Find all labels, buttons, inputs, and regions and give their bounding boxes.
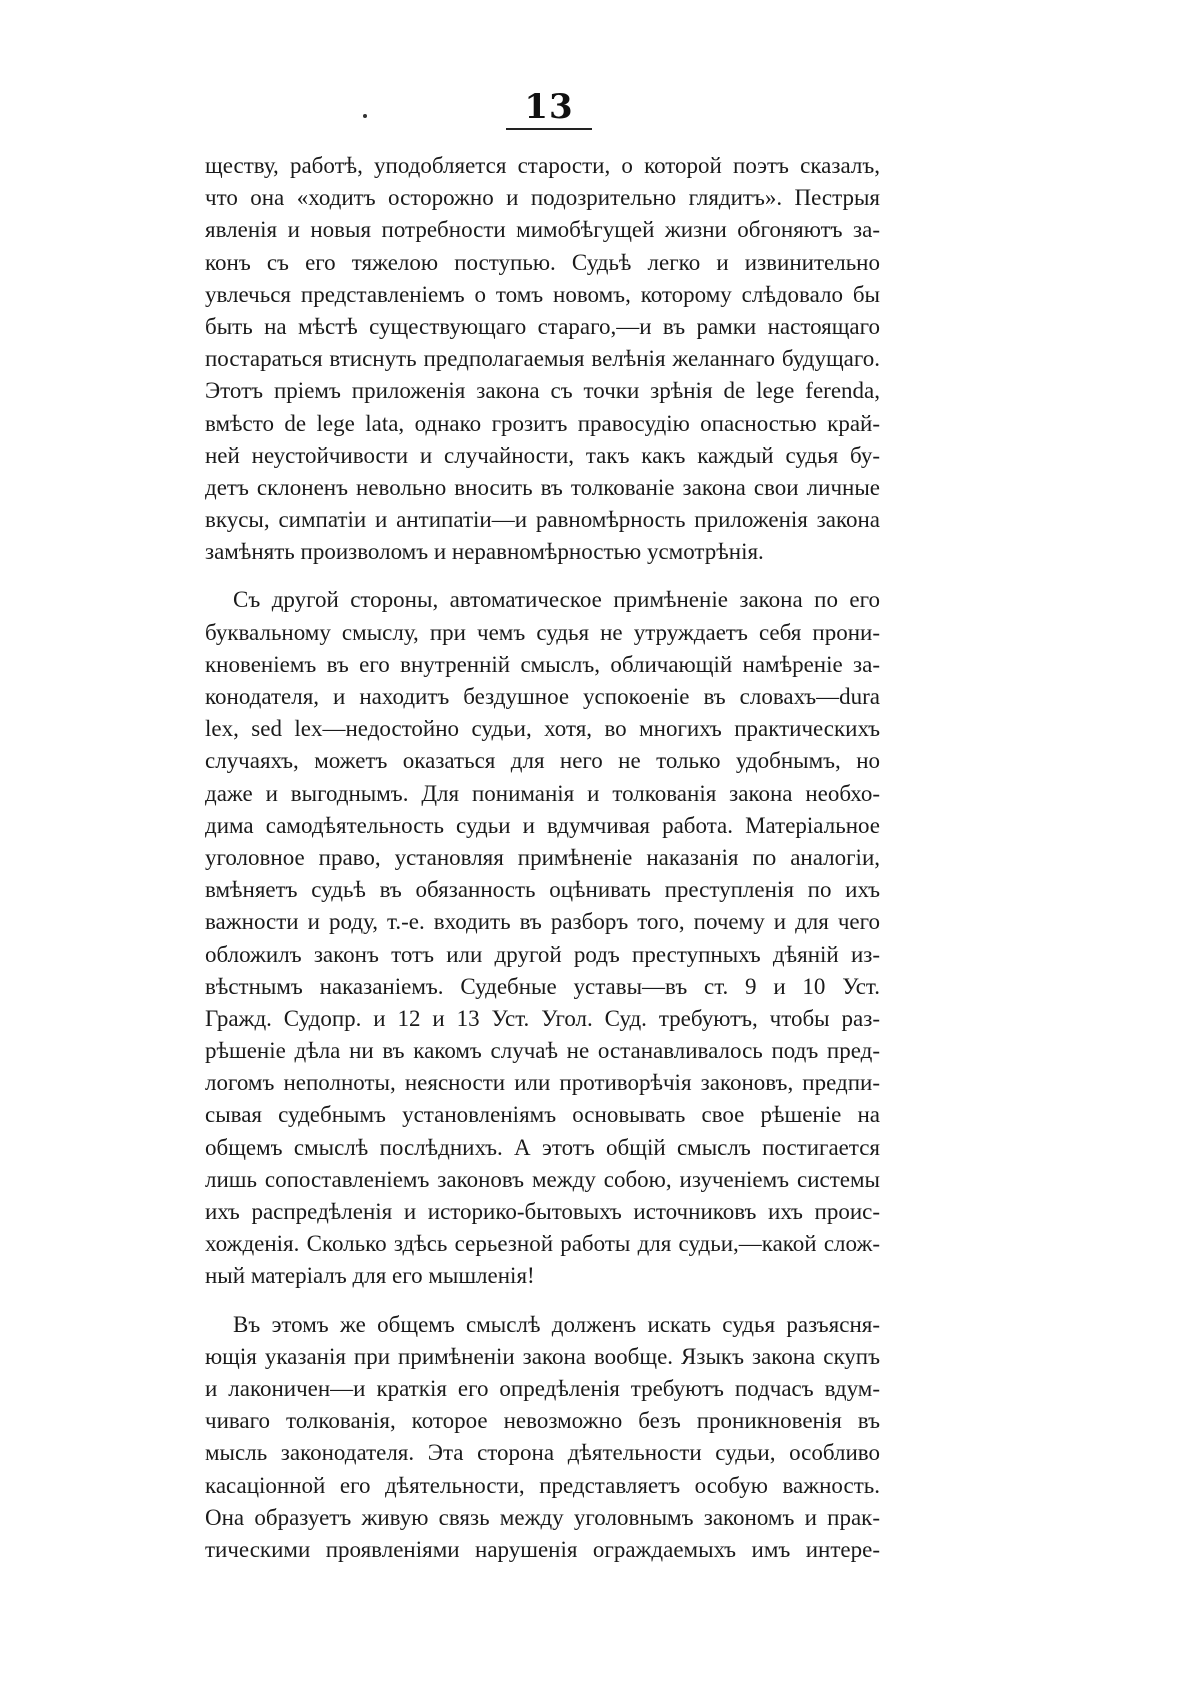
text-line: логомъ неполноты, неясности или противорѣчія законовъ, предпи- bbox=[205, 1070, 880, 1096]
text-line: чиваго толкованія, которое невозможно безъ проникновенія въ bbox=[205, 1408, 880, 1434]
text-line: lex, sed lex—недостойно судьи, хотя, во многихъ практическихъ bbox=[205, 716, 880, 742]
text-line: вкусы, симпатіи и антипатіи—и равномѣрность приложенія закона bbox=[205, 507, 880, 533]
text-line: Въ этомъ же общемъ смыслѣ долженъ искать судья разъясня- bbox=[233, 1311, 880, 1337]
text-line: уголовное право, установляя примѣненіе наказанія по аналогіи, bbox=[205, 844, 880, 870]
text-line: увлечься представленіемъ о томъ новомъ, которому слѣдовало бы bbox=[205, 281, 880, 307]
text-line: что она «ходитъ осторожно и подозрительно глядитъ». Пестрыя bbox=[205, 185, 880, 211]
text-line: обложилъ законъ тотъ или другой родъ преступныхъ дѣяній из- bbox=[205, 941, 880, 967]
paragraph-3 bbox=[205, 1309, 880, 1567]
text-line: мысль законодателя. Эта сторона дѣятельности судьи, особливо bbox=[205, 1440, 880, 1466]
text-line: конодателя, и находитъ бездушное успокоеніе въ словахъ—dura bbox=[205, 684, 880, 709]
paragraph-2 bbox=[205, 584, 880, 1292]
text-line: даже и выгоднымъ. Для пониманія и толкованія закона необхо- bbox=[205, 780, 880, 806]
text-line: сывая судебнымъ установленіямъ основывать свое рѣшеніе на bbox=[205, 1102, 880, 1128]
text-line: Этотъ пріемъ приложенія закона съ точки зрѣнія de lege ferenda, bbox=[205, 378, 880, 404]
text-line: тическими проявленіями нарушенія ограждаемыхъ имъ интере- bbox=[205, 1536, 880, 1562]
paragraph-gap bbox=[205, 568, 880, 584]
text-line: хожденія. Сколько здѣсь серьезной работы для судьи,—какой слож- bbox=[205, 1231, 880, 1257]
text-line: важности и роду, т.-е. входить въ разборъ того, почему и для чего bbox=[205, 909, 880, 935]
text-line: детъ склоненъ невольно вносить въ толкованіе закона свои личные bbox=[205, 474, 880, 500]
text-line: случаяхъ, можетъ оказаться для него не только удобнымъ, но bbox=[205, 748, 880, 774]
text-line: ней неустойчивости и случайности, такъ какъ каждый судья бу- bbox=[205, 442, 880, 468]
text-line: быть на мѣстѣ существующаго стараго,—и въ рамки настоящаго bbox=[205, 313, 880, 339]
text-line: касаціонной его дѣятельности, представляетъ особую важность. bbox=[205, 1472, 880, 1498]
text-line: кновеніемъ въ его внутренній смыслъ, обличающій намѣреніе за- bbox=[205, 651, 880, 677]
text-line: буквальному смыслу, при чемъ судья не утруждаетъ себя прони- bbox=[205, 619, 880, 645]
print-speck bbox=[363, 114, 367, 118]
text-line: ществу, работѣ, уподобляется старости, о которой поэтъ сказалъ, bbox=[205, 153, 880, 178]
text-line: Она образуетъ живую связь между уголовнымъ закономъ и прак- bbox=[205, 1504, 880, 1530]
paragraph-gap bbox=[205, 1293, 880, 1309]
text-line: общемъ смыслѣ послѣднихъ. А этотъ общій смыслъ постигается bbox=[205, 1134, 880, 1160]
text-line: ихъ распредѣленія и историко-бытовыхъ источниковъ ихъ проис- bbox=[205, 1199, 880, 1224]
text-line: конъ съ его тяжелою поступью. Судьѣ легко и извинительно bbox=[205, 249, 880, 275]
body-text bbox=[205, 150, 880, 1566]
text-line: вмѣняетъ судьѣ въ обязанность оцѣнивать преступленія по ихъ bbox=[205, 877, 880, 903]
page-number-rule bbox=[506, 128, 592, 130]
text-line: явленія и новыя потребности мимобѣгущей жизни обгоняютъ за- bbox=[205, 217, 880, 243]
text-line: рѣшеніе дѣла ни въ какомъ случаѣ не останавливалось подъ пред- bbox=[205, 1038, 880, 1064]
text-line: ный матеріалъ для его мышленія! bbox=[205, 1263, 535, 1289]
text-line: и лаконичен—и краткія его опредѣленія требуютъ подчасъ вдум- bbox=[205, 1375, 880, 1401]
text-line: дима самодѣятельность судьи и вдумчивая работа. Матеріальное bbox=[205, 812, 880, 838]
text-line: ющія указанія при примѣненіи закона вообще. Языкъ закона скупъ bbox=[205, 1343, 880, 1369]
text-line: Гражд. Судопр. и 12 и 13 Уст. Угол. Суд. требуютъ, чтобы раз- bbox=[205, 1005, 880, 1031]
paragraph-1 bbox=[205, 150, 880, 568]
text-line: вмѣсто de lege lata, однако грозитъ правосудію опасностью край- bbox=[205, 410, 880, 436]
text-line: вѣстнымъ наказаніемъ. Судебные уставы—въ ст. 9 и 10 Уст. bbox=[205, 973, 880, 999]
text-line: лишь сопоставленіемъ законовъ между собою, изученіемъ системы bbox=[205, 1166, 880, 1192]
page-number: 13 bbox=[524, 87, 574, 127]
text-line: Съ другой стороны, автоматическое примѣненіе закона по его bbox=[233, 587, 880, 613]
text-line: постараться втиснуть предполагаемыя велѣнія желаннаго будущаго. bbox=[205, 346, 880, 372]
text-line: замѣнять произволомъ и неравномѣрностью усмотрѣнія. bbox=[205, 539, 764, 565]
